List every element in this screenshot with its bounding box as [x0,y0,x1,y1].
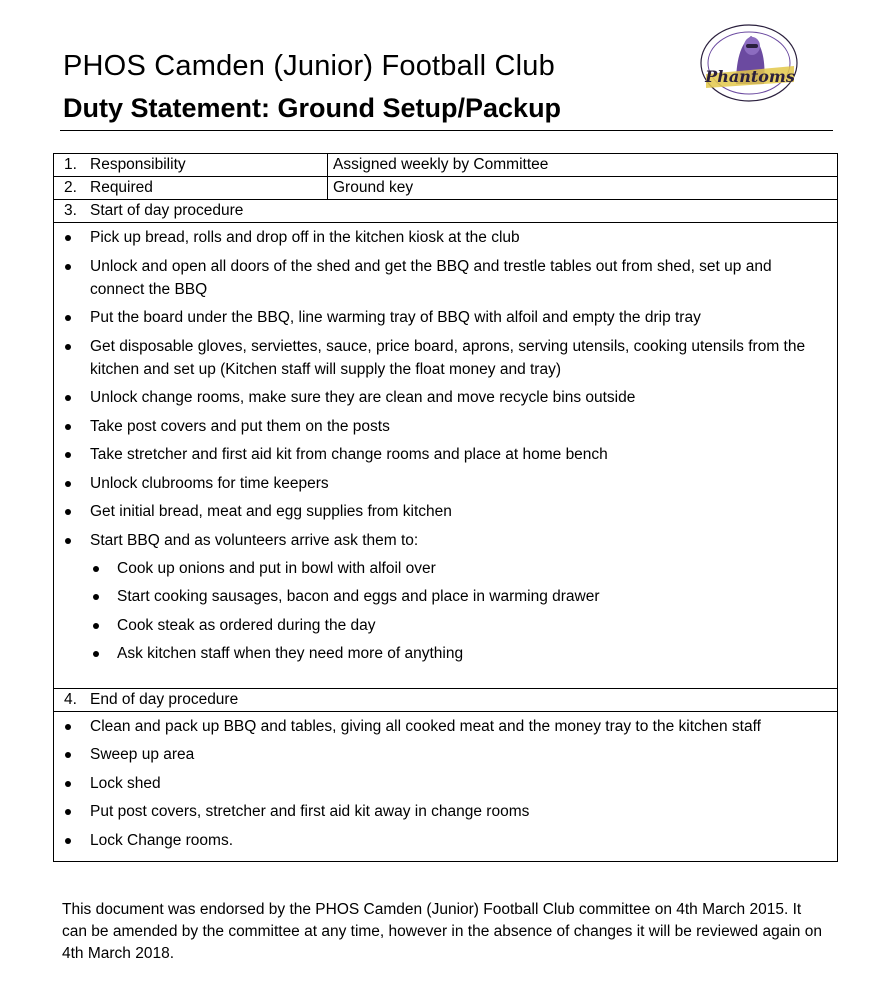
bullet-icon [65,481,71,487]
list-item: Get initial bread, meat and egg supplies from kitchen [54,500,837,523]
start-section-title: Start of day procedure [90,202,244,219]
bullet-icon [65,315,71,321]
start-section-header [54,200,838,223]
title-divider [60,130,833,131]
bullet-icon [93,594,99,600]
club-title: PHOS Camden (Junior) Football Club [63,50,555,82]
logo-text: Phantoms [705,67,795,86]
end-section-title: End of day procedure [90,690,239,708]
bullet-icon [65,838,71,844]
bullet-icon [65,752,71,758]
phantoms-logo-icon [696,22,802,104]
table-row-required [54,177,838,200]
list-item: Unlock and open all doors of the shed and get the BBQ and trestle tables out from shed, set up and connect the BBQ [54,255,837,301]
bullet-icon [65,235,71,241]
bullet-icon [93,651,99,657]
start-section-body [54,223,838,689]
bullet-icon [65,264,71,270]
endorsement-note: This document was endorsed by the PHOS Camden (Junior) Football Club committee on 4th March 2015. It can be amended by the committee at any time, however in the absence of changes it will be reviewed again on 4th March 2018. [62,901,822,962]
bullet-icon [65,509,71,515]
required-value: Ground key [328,177,838,200]
bullet-icon [65,424,71,430]
list-item: Put post covers, stretcher and first aid kit away in change rooms [54,800,837,823]
list-item: Take stretcher and first aid kit from change rooms and place at home bench [54,443,837,466]
list-item: Lock shed [54,772,837,795]
list-item: Clean and pack up BBQ and tables, giving all cooked meat and the money tray to the kitchen staff [54,715,837,738]
bullet-icon [93,566,99,572]
list-item: Unlock change rooms, make sure they are clean and move recycle bins outside [54,386,837,409]
required-label-cell [54,177,328,200]
list-item: Pick up bread, rolls and drop off in the kitchen kiosk at the club [54,226,837,249]
bullet-icon [65,724,71,730]
section-number: 3. [64,202,77,219]
sub-list-item: Ask kitchen staff when they need more of anything [90,642,825,665]
end-procedure-list [54,712,837,862]
list-item: Take post covers and put them on the posts [54,415,837,438]
section-number: 4. [64,690,77,708]
row-number: 1. [64,156,77,173]
responsibility-label-cell [54,154,328,177]
volunteer-task-list [90,557,825,666]
list-item: Put the board under the BBQ, line warming tray of BBQ with alfoil and empty the drip tray [54,306,837,329]
duty-statement-title: Duty Statement: Ground Setup/Packup [63,93,562,123]
required-label: Required [90,179,153,196]
sub-list-item: Cook steak as ordered during the day [90,614,825,637]
end-section-header [54,688,838,711]
bullet-icon [65,344,71,350]
end-section-body [54,711,838,862]
bullet-icon [65,395,71,401]
bullet-icon [65,538,71,544]
sub-list-item: Cook up onions and put in bowl with alfoil over [90,557,825,580]
bullet-icon [93,623,99,629]
responsibility-label: Responsibility [90,156,186,173]
row-number: 2. [64,179,77,196]
table-row-responsibility [54,154,838,177]
list-item: Sweep up area [54,743,837,766]
bullet-icon [65,452,71,458]
sub-list-item: Start cooking sausages, bacon and eggs and place in warming drawer [90,585,825,608]
list-item: Start BBQ and as volunteers arrive ask them to: Cook up onions and put in bowl with alfoil over Start cooking sausages, bacon and eggs and place in warming drawer Cook steak as ordered during the day Ask kitchen staff when they need more of anything [54,529,837,666]
start-procedure-list [54,223,837,675]
list-item: Unlock clubrooms for time keepers [54,472,837,495]
duty-table [53,153,838,862]
bullet-icon [65,781,71,787]
responsibility-value: Assigned weekly by Committee [328,154,838,177]
list-item: Lock Change rooms. [54,829,837,852]
bullet-icon [65,809,71,815]
list-item: Get disposable gloves, serviettes, sauce, price board, aprons, serving utensils, cooking utensils from the kitchen and set up (Kitchen staff will supply the float money and tray) [54,335,837,381]
